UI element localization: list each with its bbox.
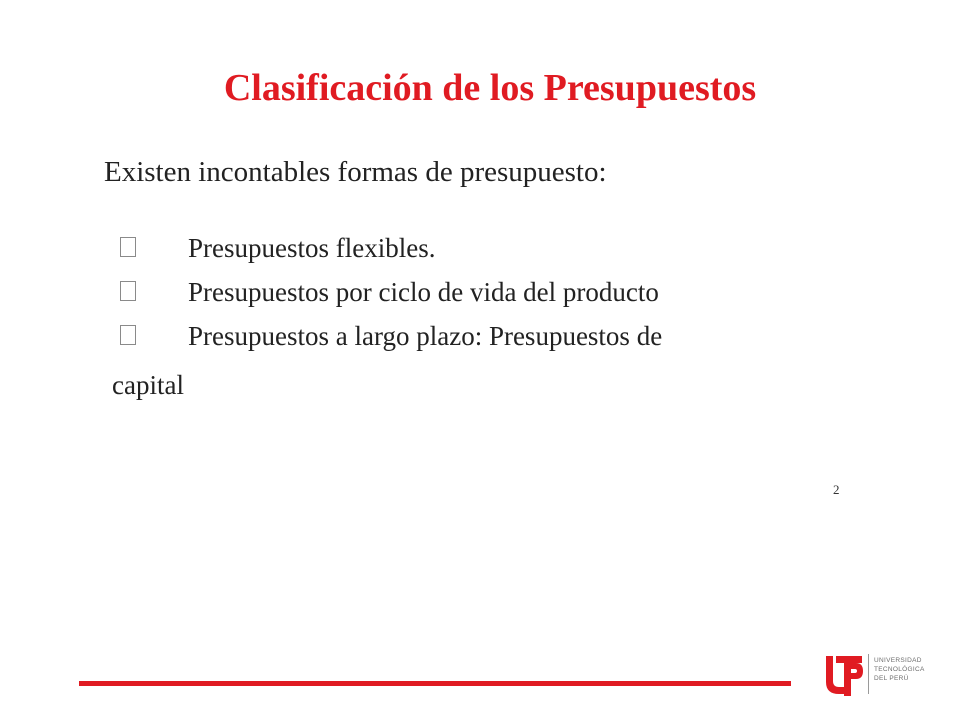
page-number: 2 (833, 482, 840, 497)
bullet-icon (120, 281, 136, 301)
bullet-icon (120, 325, 136, 345)
logo-divider (868, 654, 869, 694)
footer-divider (79, 681, 791, 686)
utp-logo-icon (822, 652, 866, 698)
university-name: UNIVERSIDAD TECNOLÓGICA DEL PERÚ (874, 657, 925, 682)
slide-title: Clasificación de los Presupuestos (223, 67, 757, 109)
bullet-icon (120, 237, 136, 257)
list-item-text: Presupuestos flexibles. (188, 233, 436, 263)
list-item-text: Presupuestos a largo plazo: Presupuestos de (188, 321, 663, 351)
list-item (112, 270, 812, 314)
list-item (112, 314, 812, 358)
list-item-continuation: capital (112, 370, 184, 400)
intro-text: Existen incontables formas de presupuesto: (104, 156, 607, 188)
list-item (112, 226, 812, 270)
bullet-list (112, 226, 812, 358)
list-item-text: Presupuestos por ciclo de vida del producto (188, 277, 659, 307)
